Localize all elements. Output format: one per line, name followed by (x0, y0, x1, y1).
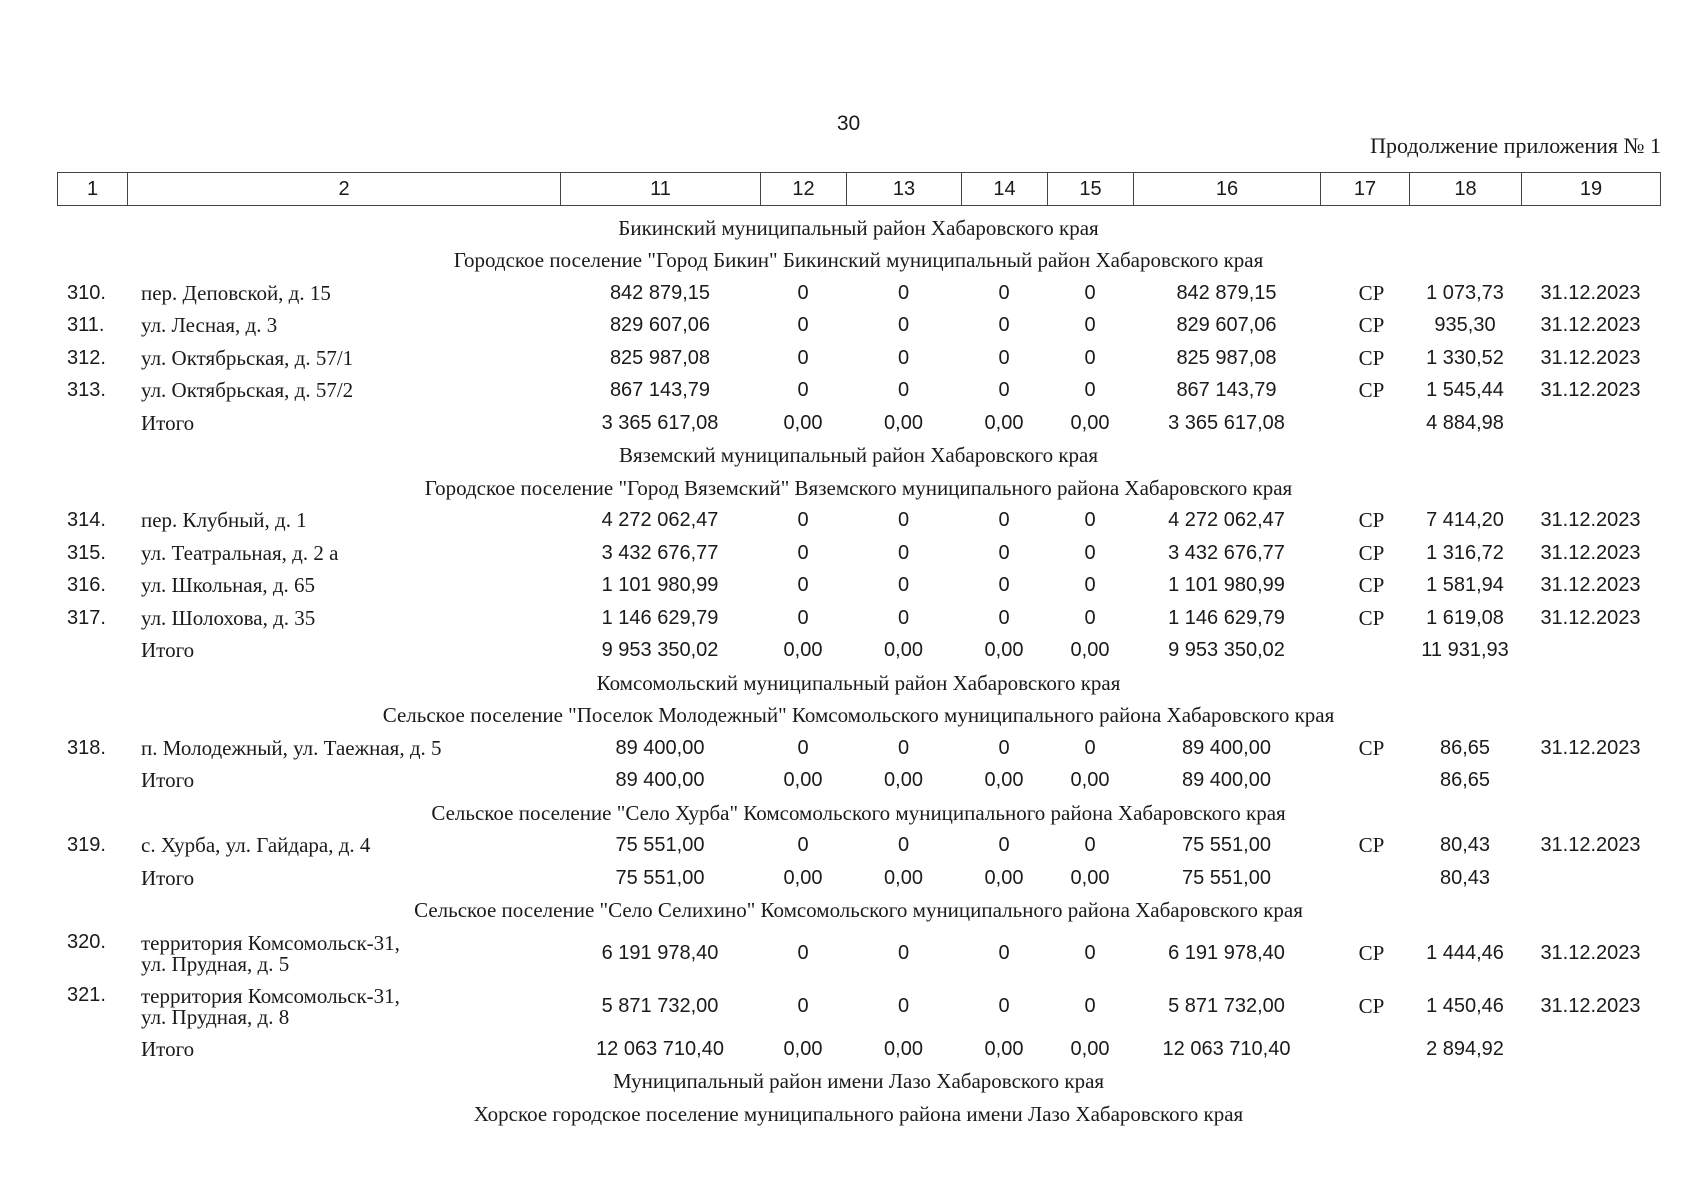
area-cell: 1 619,08 (1426, 606, 1504, 629)
row-number: 314. (67, 509, 106, 532)
fund-share-cell: 0 (797, 314, 809, 337)
deadline-cell: 31.12.2023 (1540, 509, 1641, 532)
area-cell: 935,30 (1434, 314, 1496, 337)
local-budget-cell: 0 (998, 995, 1010, 1017)
total-label: Итого (141, 638, 195, 663)
deadline-cell: 31.12.2023 (1540, 736, 1641, 759)
area-cell: 7 414,20 (1426, 509, 1504, 532)
local-budget-cell: 0 (998, 509, 1010, 532)
area-cell: 1 330,52 (1426, 346, 1504, 369)
page-number: 30 (836, 112, 861, 135)
fund-share-cell: 0 (797, 346, 809, 369)
fund-method-cell: СР (1358, 833, 1385, 858)
regional-budget-cell: 0 (897, 606, 910, 629)
cost-sum-cell: 75 551,00 (1182, 866, 1271, 889)
cost-total-cell: 842 879,15 (609, 281, 711, 304)
area-cell: 2 894,92 (1426, 1037, 1504, 1060)
column-header-16: 16 (1134, 173, 1321, 206)
regional-budget-cell: 0 (897, 509, 910, 532)
deadline-cell: 31.12.2023 (1540, 541, 1641, 564)
fund-share-cell: 0,00 (783, 411, 823, 434)
section-heading-row (57, 895, 1660, 928)
owners-funds-cell: 0 (1084, 281, 1096, 304)
row-number: 321. (67, 984, 106, 1006)
fund-share-cell: 0 (797, 606, 809, 629)
address-line: ул. Школьная, д. 65 (141, 573, 316, 598)
owners-funds-cell: 0,00 (1070, 866, 1110, 889)
address-cell (141, 927, 541, 980)
local-budget-cell: 0 (998, 942, 1010, 964)
owners-funds-cell: 0 (1084, 541, 1096, 564)
address-cell (141, 342, 541, 375)
cost-total-cell: 3 432 676,77 (601, 541, 719, 564)
fund-share-cell: 0 (797, 541, 809, 564)
cost-sum-cell: 825 987,08 (1176, 346, 1277, 369)
table-row (57, 830, 1660, 863)
address-line: ул. Театральная, д. 2 а (141, 540, 339, 565)
section-heading: Бикинский муниципальный район Хабаровского края (618, 215, 1099, 240)
owners-funds-cell: 0 (1084, 314, 1096, 337)
row-number: 320. (67, 931, 106, 953)
fund-share-cell: 0,00 (783, 1037, 823, 1060)
regional-budget-cell: 0,00 (884, 639, 923, 662)
fund-method-cell: СР (1358, 508, 1385, 533)
owners-funds-cell: 0 (1084, 736, 1096, 759)
fund-method-cell: СР (1358, 280, 1385, 305)
local-budget-cell: 0,00 (984, 769, 1024, 792)
address-cell (141, 602, 541, 635)
column-header-11: 11 (561, 173, 761, 206)
owners-funds-cell: 0 (1084, 379, 1096, 402)
fund-share-cell: 0 (797, 995, 809, 1017)
address-cell (141, 505, 541, 538)
table-row (57, 732, 1660, 765)
local-budget-cell: 0 (998, 379, 1010, 402)
total-label: Итого (141, 1036, 195, 1061)
fund-share-cell: 0,00 (783, 866, 823, 889)
fund-method-cell: СР (1358, 735, 1385, 760)
cost-total-cell: 89 400,00 (615, 769, 705, 792)
cost-total-cell: 9 953 350,02 (601, 639, 719, 662)
table-body (57, 212, 1660, 1131)
deadline-cell: 31.12.2023 (1540, 314, 1641, 337)
total-row (57, 765, 1660, 798)
local-budget-cell: 0,00 (984, 1037, 1024, 1060)
fund-share-cell: 0,00 (783, 639, 823, 662)
row-number: 319. (67, 834, 106, 857)
row-number: 310. (67, 281, 106, 304)
regional-budget-cell: 0 (897, 834, 910, 857)
fund-share-cell: 0 (797, 736, 809, 759)
cost-sum-cell: 89 400,00 (1182, 736, 1271, 759)
table-row (57, 310, 1660, 343)
local-budget-cell: 0 (998, 736, 1010, 759)
fund-method-cell: СР (1358, 313, 1385, 338)
cost-total-cell: 829 607,06 (609, 314, 711, 337)
area-cell: 1 581,94 (1426, 574, 1504, 597)
row-number: 312. (67, 346, 106, 369)
local-budget-cell: 0 (998, 314, 1010, 337)
cost-sum-cell: 75 551,00 (1182, 834, 1271, 857)
address-line: ул. Шолохова, д. 35 (141, 605, 316, 630)
fund-method-cell: СР (1358, 378, 1385, 403)
local-budget-cell: 0 (998, 346, 1010, 369)
cost-total-cell: 3 365 617,08 (601, 411, 719, 434)
address-cell (141, 310, 541, 343)
section-heading-row (57, 245, 1660, 278)
section-heading-row (57, 1066, 1660, 1099)
fund-share-cell: 0 (797, 509, 809, 532)
address-line: с. Хурба, ул. Гайдара, д. 4 (141, 833, 371, 858)
regional-budget-cell: 0 (897, 736, 910, 759)
deadline-cell: 31.12.2023 (1540, 834, 1641, 857)
address-cell (141, 375, 541, 408)
column-header-19: 19 (1522, 173, 1661, 206)
address-cell (141, 570, 541, 603)
section-heading: Сельское поселение "Поселок Молодежный" Комсомольского муниципального района Хабаровского края (382, 703, 1335, 728)
cost-sum-cell: 842 879,15 (1176, 281, 1277, 304)
table-row (57, 570, 1660, 603)
column-number-header (57, 172, 1661, 206)
row-number: 317. (67, 606, 106, 629)
deadline-cell: 31.12.2023 (1540, 942, 1641, 964)
total-row (57, 1033, 1660, 1066)
row-number: 315. (67, 541, 106, 564)
total-label: Итого (141, 768, 195, 793)
cost-total-cell: 867 143,79 (609, 379, 711, 402)
section-heading-row (57, 797, 1660, 830)
fund-method-cell: СР (1358, 345, 1385, 370)
column-header-13: 13 (847, 173, 962, 206)
table-row (57, 277, 1660, 310)
address-line: пер. Клубный, д. 1 (141, 508, 307, 533)
total-row (57, 635, 1660, 668)
fund-share-cell: 0 (797, 942, 809, 964)
cost-total-cell: 6 191 978,40 (601, 942, 719, 964)
table-row (57, 927, 1660, 980)
cost-total-cell: 75 551,00 (615, 834, 705, 857)
cost-sum-cell: 867 143,79 (1176, 379, 1277, 402)
address-cell (141, 537, 541, 570)
regional-budget-cell: 0,00 (884, 769, 923, 792)
owners-funds-cell: 0 (1084, 942, 1096, 964)
local-budget-cell: 0 (998, 834, 1010, 857)
cost-sum-cell: 1 101 980,99 (1168, 574, 1285, 597)
section-heading: Сельское поселение "Село Хурба" Комсомольского муниципального района Хабаровского края (431, 800, 1286, 825)
regional-budget-cell: 0,00 (884, 411, 923, 434)
local-budget-cell: 0,00 (984, 866, 1024, 889)
area-cell: 80,43 (1439, 834, 1491, 857)
total-label: Итого (141, 865, 195, 890)
regional-budget-cell: 0 (897, 942, 910, 964)
cost-total-cell: 825 987,08 (609, 346, 711, 369)
owners-funds-cell: 0 (1084, 346, 1096, 369)
area-cell: 86,65 (1439, 769, 1491, 792)
deadline-cell: 31.12.2023 (1540, 281, 1641, 304)
owners-funds-cell: 0,00 (1070, 411, 1110, 434)
owners-funds-cell: 0 (1084, 509, 1096, 532)
owners-funds-cell: 0 (1084, 834, 1096, 857)
fund-share-cell: 0,00 (783, 769, 823, 792)
cost-sum-cell: 1 146 629,79 (1168, 606, 1285, 629)
section-heading-row (57, 1098, 1660, 1131)
deadline-cell: 31.12.2023 (1540, 574, 1641, 597)
regional-budget-cell: 0 (897, 346, 910, 369)
row-number: 316. (67, 574, 106, 597)
cost-total-cell: 5 871 732,00 (601, 995, 719, 1017)
local-budget-cell: 0 (998, 606, 1010, 629)
total-row (57, 862, 1660, 895)
address-line: ул. Прудная, д. 8 (141, 1004, 290, 1029)
cost-sum-cell: 9 953 350,02 (1168, 639, 1285, 662)
table-row (57, 505, 1660, 538)
cost-total-cell: 1 101 980,99 (601, 574, 719, 597)
fund-share-cell: 0 (797, 379, 809, 402)
address-cell (141, 980, 541, 1033)
area-cell: 11 931,93 (1421, 639, 1509, 662)
deadline-cell: 31.12.2023 (1540, 379, 1641, 402)
local-budget-cell: 0 (998, 541, 1010, 564)
row-number: 311. (67, 314, 105, 337)
owners-funds-cell: 0,00 (1070, 1037, 1110, 1060)
address-cell (141, 732, 541, 765)
cost-sum-cell: 89 400,00 (1182, 769, 1271, 792)
regional-budget-cell: 0 (897, 574, 910, 597)
cost-sum-cell: 829 607,06 (1176, 314, 1277, 337)
cost-total-cell: 4 272 062,47 (601, 509, 719, 532)
section-heading-row (57, 667, 1660, 700)
cost-sum-cell: 6 191 978,40 (1168, 942, 1285, 964)
section-heading: Городское поселение "Город Бикин" Бикинский муниципальный район Хабаровского края (453, 248, 1264, 273)
regional-budget-cell: 0,00 (884, 866, 923, 889)
regional-budget-cell: 0,00 (884, 1037, 923, 1060)
column-header-15: 15 (1048, 173, 1134, 206)
area-cell: 86,65 (1439, 736, 1491, 759)
deadline-cell: 31.12.2023 (1540, 346, 1641, 369)
section-heading-row (57, 440, 1660, 473)
column-header-2: 2 (128, 173, 561, 206)
section-heading: Городское поселение "Город Вяземский" Вяземского муниципального района Хабаровского края (424, 475, 1293, 500)
area-cell: 1 073,73 (1426, 281, 1504, 304)
local-budget-cell: 0 (998, 281, 1010, 304)
fund-method-cell: СР (1358, 540, 1385, 565)
column-header-1: 1 (58, 173, 128, 206)
section-heading: Комсомольский муниципальный район Хабаровского края (596, 670, 1121, 695)
row-number: 313. (67, 379, 106, 402)
table-row (57, 375, 1660, 408)
appendix-caption: Продолжение приложения № 1 (1370, 133, 1661, 158)
fund-method-cell: СР (1358, 573, 1385, 598)
table-row (57, 537, 1660, 570)
fund-share-cell: 0 (797, 281, 809, 304)
total-label: Итого (141, 410, 195, 435)
regional-budget-cell: 0 (897, 995, 910, 1017)
owners-funds-cell: 0 (1084, 606, 1096, 629)
section-heading-row (57, 700, 1660, 733)
table-row (57, 342, 1660, 375)
deadline-cell: 31.12.2023 (1540, 995, 1641, 1017)
cost-total-cell: 75 551,00 (615, 866, 705, 889)
cost-total-cell: 89 400,00 (615, 736, 705, 759)
column-header-14: 14 (962, 173, 1048, 206)
section-heading: Вяземский муниципальный район Хабаровского края (618, 443, 1098, 468)
section-heading: Хорское городское поселение муниципального района имени Лазо Хабаровского края (473, 1101, 1244, 1126)
cost-sum-cell: 3 432 676,77 (1168, 541, 1285, 564)
regional-budget-cell: 0 (897, 281, 910, 304)
cost-total-cell: 1 146 629,79 (601, 606, 719, 629)
address-line: ул. Октябрьская, д. 57/1 (141, 345, 354, 370)
owners-funds-cell: 0 (1084, 574, 1096, 597)
cost-total-cell: 12 063 710,40 (596, 1037, 724, 1060)
local-budget-cell: 0,00 (984, 639, 1024, 662)
address-line: ул. Октябрьская, д. 57/2 (141, 378, 354, 403)
section-heading: Сельское поселение "Село Селихино" Комсомольского муниципального района Хабаровского края (414, 898, 1303, 923)
regional-budget-cell: 0 (897, 541, 910, 564)
regional-budget-cell: 0 (897, 379, 910, 402)
column-header-17: 17 (1321, 173, 1410, 206)
fund-method-cell: СР (1358, 994, 1385, 1018)
address-line: пер. Деповской, д. 15 (141, 280, 331, 305)
cost-sum-cell: 5 871 732,00 (1168, 995, 1285, 1017)
cost-sum-cell: 3 365 617,08 (1168, 411, 1285, 434)
local-budget-cell: 0 (998, 574, 1010, 597)
row-number: 318. (67, 736, 106, 759)
area-cell: 1 545,44 (1426, 379, 1504, 402)
table-row (57, 602, 1660, 635)
address-line: ул. Лесная, д. 3 (141, 313, 278, 338)
column-header-12: 12 (761, 173, 847, 206)
column-header-18: 18 (1410, 173, 1522, 206)
address-cell (141, 830, 541, 863)
area-cell: 4 884,98 (1426, 411, 1504, 434)
section-heading: Муниципальный район имени Лазо Хабаровского края (612, 1069, 1105, 1094)
fund-method-cell: СР (1358, 605, 1385, 630)
area-cell: 1 444,46 (1426, 942, 1504, 964)
total-row (57, 407, 1660, 440)
address-cell (141, 277, 541, 310)
address-line: территория Комсомольск-31, (141, 983, 400, 1008)
local-budget-cell: 0,00 (984, 411, 1024, 434)
fund-method-cell: СР (1358, 941, 1385, 965)
address-line: территория Комсомольск-31, (141, 930, 400, 955)
owners-funds-cell: 0,00 (1070, 769, 1110, 792)
cost-sum-cell: 12 063 710,40 (1162, 1037, 1291, 1060)
address-line: ул. Прудная, д. 5 (141, 951, 290, 976)
section-heading-row (57, 472, 1660, 505)
table-row (57, 980, 1660, 1033)
area-cell: 1 450,46 (1426, 995, 1504, 1017)
area-cell: 80,43 (1439, 866, 1491, 889)
deadline-cell: 31.12.2023 (1540, 606, 1641, 629)
area-cell: 1 316,72 (1426, 541, 1504, 564)
address-line: п. Молодежный, ул. Таежная, д. 5 (141, 735, 442, 760)
owners-funds-cell: 0,00 (1070, 639, 1110, 662)
fund-share-cell: 0 (797, 834, 809, 857)
cost-sum-cell: 4 272 062,47 (1168, 509, 1285, 532)
section-heading-row (57, 212, 1660, 245)
fund-share-cell: 0 (797, 574, 809, 597)
owners-funds-cell: 0 (1084, 995, 1096, 1017)
regional-budget-cell: 0 (897, 314, 910, 337)
